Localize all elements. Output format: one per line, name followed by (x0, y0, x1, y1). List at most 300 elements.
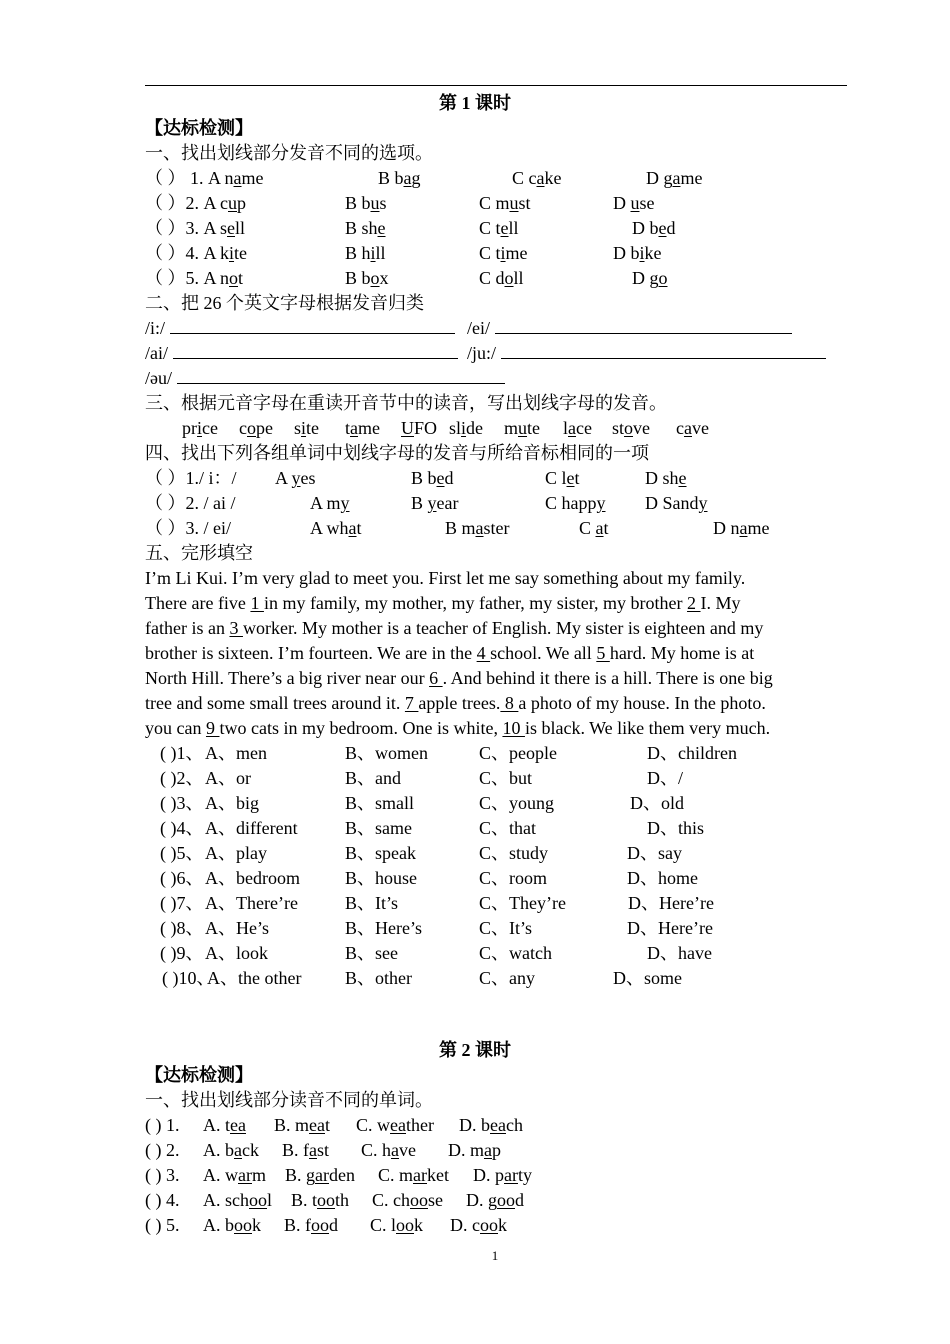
option-suffix: ke (644, 243, 662, 263)
option-d: D、home (627, 868, 698, 888)
option-d (448, 1138, 501, 1163)
sec2-heading (145, 291, 424, 316)
passage-line (145, 716, 770, 741)
question-number: ( )4、 (160, 818, 204, 838)
option-suffix: ear (436, 493, 459, 513)
heading-text: 五、完形填空 (145, 543, 253, 563)
option-d: D、children (647, 743, 737, 763)
underlined-letters: ar (238, 1165, 252, 1185)
option-prefix: A. b (203, 1140, 234, 1160)
underlined-letters: a (739, 518, 748, 538)
option-suffix: p (492, 1140, 501, 1160)
option-d (613, 191, 655, 216)
underlined-letters: a (536, 168, 545, 188)
option-b (378, 166, 421, 191)
passage-line (145, 691, 766, 716)
underlined-letters: oo (249, 1190, 267, 1210)
option-b (345, 266, 389, 291)
passage-text: brother is sixteen. I’m fourteen. We are in the (145, 643, 477, 663)
option-prefix: C. ch (372, 1190, 410, 1210)
underlined-letters: i (229, 243, 235, 263)
option-b: B、see (345, 943, 398, 963)
option-b (291, 1188, 349, 1213)
underlined-letters: a (484, 1140, 492, 1160)
option-c (479, 241, 528, 266)
option-suffix: d (444, 468, 454, 488)
option-suffix: ve (399, 1140, 417, 1160)
option-c: C、any (479, 968, 535, 988)
option-suffix: te (234, 243, 248, 263)
underlined-letters: oo (234, 1215, 252, 1235)
underlined-letters: y (427, 493, 437, 513)
underlined-letters: i (197, 418, 203, 438)
option-suffix: d (515, 1190, 524, 1210)
option-prefix: B b (378, 168, 404, 188)
heading-text: 三、根据元音字母在重读开音节中的读音，写出划线字母的发音。 (145, 393, 667, 413)
cloze-blank: 3 (229, 618, 243, 638)
heading-text: 二、把 26 个英文字母根据发音归类 (145, 293, 424, 313)
underlined-letters: a (391, 1140, 400, 1160)
answer-paren: （ ） (145, 218, 186, 238)
option-suffix: p (237, 193, 246, 213)
option-b: B、house (345, 868, 417, 888)
underlined-letters: e (227, 218, 236, 238)
phoneme-label: /i:/ (145, 318, 170, 338)
word-part: pe (256, 418, 273, 438)
word-part: te (306, 418, 320, 438)
option-c: C、watch (479, 943, 552, 963)
option-a (203, 1213, 261, 1238)
underlined-letters: u (509, 193, 519, 213)
option-suffix: es (300, 468, 316, 488)
vowel-word (239, 416, 273, 441)
option-c (545, 466, 580, 491)
lesson1-title: 第 1 课时 (439, 93, 511, 113)
vowel-word (449, 416, 483, 441)
answer-blank (495, 316, 792, 334)
option-c (372, 1188, 443, 1213)
passage-text: is black. We like them very much. (524, 718, 771, 738)
word-part: m (504, 418, 519, 438)
cloze-blank: 1 (250, 593, 264, 613)
word-part: ce (576, 418, 592, 438)
option-c: C、study (479, 843, 549, 863)
heading-text: 一、找出划线部分读音不同的单词。 (145, 1090, 433, 1110)
underlined-letters: e (377, 218, 386, 238)
word-part: sl (449, 418, 462, 438)
phoneme-label: /ju:/ (467, 343, 501, 363)
option-prefix: B b (411, 468, 437, 488)
question-number: ( )6、 (160, 868, 204, 888)
option-c: C、but (479, 768, 533, 788)
question-number: ( ) 5. (145, 1215, 180, 1235)
option-d: D、Here’re (628, 893, 714, 913)
underlined-letters: ar (413, 1165, 427, 1185)
option-prefix: C l (545, 468, 567, 488)
word-part: pr (182, 418, 197, 438)
passage-text: school. We all (490, 643, 597, 663)
option-d (613, 241, 662, 266)
option-d: D、/ (647, 768, 683, 788)
option-prefix: B. f (282, 1140, 309, 1160)
underlined-letters: i (500, 243, 506, 263)
passage-text: you can (145, 718, 206, 738)
lesson2-header (145, 1063, 253, 1088)
option-prefix: C. h (361, 1140, 392, 1160)
underlined-letters: u (228, 193, 237, 213)
passage-text: tree and some small trees around it. (145, 693, 405, 713)
option-suffix: se (428, 1190, 443, 1210)
question-number: ( ) 2. (145, 1140, 180, 1160)
answer-paren: （ ） (145, 518, 186, 538)
option-prefix: A. t (203, 1115, 230, 1135)
option-b (282, 1138, 329, 1163)
underlined-letters: ar (504, 1165, 518, 1185)
option-suffix: k (414, 1215, 424, 1235)
option-prefix: C d (479, 268, 505, 288)
option-prefix: C t (479, 218, 501, 238)
option-c: C、It’s (479, 918, 533, 938)
word-part: ve (633, 418, 651, 438)
option-prefix: D g (632, 268, 659, 288)
underlined-letters: a (475, 518, 484, 538)
option-prefix: C. l (370, 1215, 397, 1235)
sec4-question-row (145, 466, 687, 491)
word-part: c (239, 418, 247, 438)
top-rule (145, 85, 847, 86)
option-prefix: B. g (285, 1165, 316, 1185)
option-prefix: A n (208, 168, 234, 188)
underlined-letters: y (596, 493, 606, 513)
option-d: D、have (647, 943, 712, 963)
answer-blank (173, 341, 458, 359)
option-b (345, 241, 386, 266)
option-prefix: B sh (345, 218, 378, 238)
passage-text: There are five (145, 593, 251, 613)
sec1-question-row (145, 266, 668, 291)
word-part: l (563, 418, 569, 438)
heading-text: 四、找出下列各组单词中划线字母的发音与所给音标相同的一项 (145, 443, 649, 463)
option-suffix: st (518, 193, 531, 213)
underlined-letters: a (233, 168, 242, 188)
passage-line (145, 616, 763, 641)
option-prefix: A. b (203, 1215, 234, 1235)
option-d: D、old (630, 793, 684, 813)
option-suffix: me (241, 168, 264, 188)
sec2-row (145, 341, 501, 366)
option-b: B、and (345, 768, 401, 788)
section-header: 【达标检测】 (145, 1065, 253, 1085)
option-d (645, 491, 708, 516)
section-header: 【达标检测】 (145, 118, 253, 138)
cloze-blank: 5 (596, 643, 610, 663)
option-c (512, 166, 562, 191)
phoneme-label: /əu/ (145, 368, 177, 388)
page-number: 1 (491, 1248, 499, 1263)
option-a: A、big (205, 793, 259, 813)
option-suffix: ther (406, 1115, 434, 1135)
question-number: ( ) 3. (145, 1165, 180, 1185)
vowel-word (504, 416, 540, 441)
option-c (479, 266, 524, 291)
option-d: D、some (613, 968, 682, 988)
sec1-question-row (145, 216, 676, 241)
option-suffix: ll (235, 218, 246, 238)
option-prefix: B. t (291, 1190, 318, 1210)
question-number: ( ) 1. (145, 1115, 180, 1135)
option-c: C、They’re (479, 893, 566, 913)
sec1-question-row (145, 241, 662, 266)
option-a (310, 516, 362, 541)
option-a (275, 466, 316, 491)
option-prefix: D. m (448, 1140, 484, 1160)
option-d: D、this (647, 818, 705, 838)
option-suffix: t (325, 1115, 331, 1135)
vowel-word (345, 416, 380, 441)
question-number: ( )3、 (160, 793, 204, 813)
heading-text: 一、找出划线部分发音不同的选项。 (145, 143, 433, 163)
option-a: A、He’s (205, 918, 269, 938)
option-suffix: st (317, 1140, 330, 1160)
option-prefix: D b (632, 218, 659, 238)
option-c: C、room (479, 868, 548, 888)
vowel-word (612, 416, 650, 441)
sec3-heading (145, 391, 667, 416)
option-prefix: A. w (203, 1165, 238, 1185)
option-prefix: D sh (645, 468, 679, 488)
underlined-letters: ar (315, 1165, 329, 1185)
option-c (361, 1138, 416, 1163)
option-prefix: D g (646, 168, 673, 188)
option-c (479, 216, 519, 241)
word-part: te (527, 418, 541, 438)
cloze-blank: 4 (476, 643, 491, 663)
option-c: C、that (479, 818, 536, 838)
option-prefix: C happ (545, 493, 597, 513)
option-suffix: ster (483, 518, 510, 538)
question-number: ( )8、 (160, 918, 204, 938)
option-suffix: t (238, 268, 244, 288)
sec1-question-row (145, 191, 655, 216)
option-b (284, 1213, 338, 1238)
option-a (208, 168, 264, 188)
underlined-letters: e (658, 218, 667, 238)
answer-paren: （ ） (145, 243, 186, 263)
underlined-letters: o (624, 418, 634, 438)
option-b: B、other (345, 968, 412, 988)
option-prefix: C t (479, 243, 501, 263)
option-a: A、play (205, 843, 267, 863)
option-b: B、women (345, 743, 428, 763)
question-number: ( )5、 (160, 843, 204, 863)
option-c (579, 516, 609, 541)
word-part: st (612, 418, 625, 438)
underlined-letters: oo (410, 1190, 428, 1210)
option-b (411, 491, 459, 516)
option-d (645, 466, 687, 491)
underlined-letters: a (348, 518, 357, 538)
passage-text: two cats in my bedroom. One is white, (219, 718, 503, 738)
option-prefix: A (275, 468, 292, 488)
passage-line (145, 591, 741, 616)
question-number: ( )1、 (160, 743, 204, 763)
option-d (632, 266, 668, 291)
option-a (204, 243, 248, 263)
underlined-letters: i (461, 418, 467, 438)
cloze-blank: 7 (404, 693, 419, 713)
option-d (646, 166, 703, 191)
option-suffix: t (574, 468, 580, 488)
option-b: B、Here’s (345, 918, 422, 938)
answer-paren: （ ） (145, 193, 186, 213)
cloze-blank: 2 (687, 593, 701, 613)
sec1-heading (145, 141, 433, 166)
option-suffix: d (666, 218, 676, 238)
option-a (203, 1113, 246, 1138)
underlined-letters: a (234, 1140, 242, 1160)
option-suffix: t (603, 518, 609, 538)
option-c (545, 491, 606, 516)
answer-paren: （ ） (145, 268, 186, 288)
question-number: ( )9、 (160, 943, 204, 963)
option-a: A、look (205, 943, 268, 963)
question-number: 2. / ai / (185, 493, 236, 513)
word-part: s (294, 418, 302, 438)
underlined-letters: a (684, 418, 692, 438)
option-a (310, 491, 350, 516)
cloze-blank: 10 (502, 718, 525, 738)
option-prefix: A s (203, 218, 228, 238)
option-prefix: A n (203, 268, 230, 288)
sec4-question-row (145, 491, 708, 516)
option-suffix: k (252, 1215, 261, 1235)
option-a: A、men (205, 743, 267, 763)
cloze-blank: 9 (205, 718, 220, 738)
passage-line (145, 641, 754, 666)
option-suffix: ty (517, 1165, 532, 1185)
underlined-letters: o (370, 268, 380, 288)
option-b (445, 516, 510, 541)
passage-line (145, 566, 745, 591)
option-a (204, 268, 244, 288)
word-part: ve (692, 418, 709, 438)
underlined-letters: u (370, 193, 380, 213)
option-suffix: k (498, 1215, 507, 1235)
option-prefix: C. m (378, 1165, 414, 1185)
option-prefix: A m (310, 493, 341, 513)
option-prefix: D (613, 193, 631, 213)
underlined-letters: oo (311, 1215, 329, 1235)
question-number: ( )7、 (160, 893, 204, 913)
option-b: B、small (345, 793, 415, 813)
option-prefix: B (411, 493, 428, 513)
underlined-letters: U (401, 418, 414, 438)
passage-text: I. My (700, 593, 741, 613)
underlined-letters: oo (497, 1190, 515, 1210)
underlined-letters: a (672, 168, 681, 188)
option-suffix: l (267, 1190, 273, 1210)
option-suffix: s (379, 193, 387, 213)
option-prefix: B b (345, 268, 371, 288)
option-b (411, 466, 454, 491)
passage-text: worker. My mother is a teacher of English. My sister is eighteen and my (242, 618, 764, 638)
lesson1-header (145, 116, 253, 141)
sec5-heading (145, 541, 253, 566)
question-number: 1./ i：/ (185, 468, 237, 488)
option-prefix: D. p (473, 1165, 504, 1185)
option-b: B、It’s (345, 893, 399, 913)
option-prefix: C m (479, 193, 510, 213)
option-suffix: ll (513, 268, 524, 288)
vowel-word (182, 416, 218, 441)
option-suffix: d (329, 1215, 338, 1235)
lesson2-title: 第 2 课时 (439, 1040, 511, 1060)
option-prefix: B h (345, 243, 371, 263)
option-d: D、say (627, 843, 682, 863)
underlined-letters: y (291, 468, 301, 488)
option-prefix: A c (203, 193, 228, 213)
option-suffix: ke (544, 168, 562, 188)
underlined-letters: a (403, 168, 412, 188)
underlined-letters: a (309, 1140, 317, 1160)
option-suffix: me (747, 518, 770, 538)
word-part: me (358, 418, 381, 438)
question-number: 1. (185, 168, 208, 188)
option-a (204, 218, 246, 238)
option-d (459, 1113, 523, 1138)
option-suffix: den (329, 1165, 355, 1185)
underlined-letters: u (518, 418, 528, 438)
option-prefix: D. c (450, 1215, 480, 1235)
underlined-letters: ea (309, 1115, 325, 1135)
option-prefix: C c (512, 168, 537, 188)
option-prefix: B b (345, 193, 371, 213)
option-suffix: g (411, 168, 421, 188)
option-d (450, 1213, 507, 1238)
option-d (713, 516, 770, 541)
option-c (378, 1163, 449, 1188)
lesson2-sec1-heading (145, 1088, 433, 1113)
option-c (356, 1113, 434, 1138)
underlined-letters: oo (396, 1215, 415, 1235)
option-suffix: x (379, 268, 389, 288)
underlined-letters: oo (317, 1190, 336, 1210)
option-suffix: ll (375, 243, 386, 263)
underlined-letters: ea (490, 1115, 506, 1135)
option-b: B、same (345, 818, 412, 838)
option-a (203, 1188, 272, 1213)
option-b (345, 191, 387, 216)
passage-text: North Hill. There’s a big river near our (145, 668, 430, 688)
underlined-letters: ea (230, 1115, 246, 1135)
question-number: ( )10、 (162, 968, 215, 988)
option-b: B、speak (345, 843, 416, 863)
word-part: c (676, 418, 684, 438)
option-a: A、different (205, 818, 298, 838)
answer-paren: （ ） (145, 468, 186, 488)
option-suffix: t (356, 518, 362, 538)
underlined-letters: a (595, 518, 604, 538)
passage-text: father is an (145, 618, 230, 638)
passage-text: hard. My home is at (609, 643, 755, 663)
underlined-letters: oo (480, 1215, 498, 1235)
option-prefix: D. g (466, 1190, 497, 1210)
option-suffix: ket (427, 1165, 449, 1185)
option-prefix: A wh (310, 518, 349, 538)
option-suffix: th (335, 1190, 350, 1210)
option-suffix: ll (508, 218, 519, 238)
underlined-letters: a (568, 418, 577, 438)
